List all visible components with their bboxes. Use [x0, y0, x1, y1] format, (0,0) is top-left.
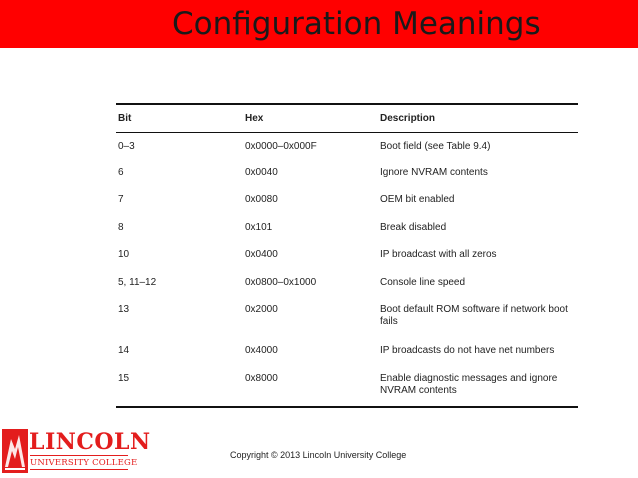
cell-hex: 0x0080 — [245, 194, 278, 205]
cell-bit: 14 — [118, 345, 130, 356]
table-row — [116, 187, 578, 215]
title-banner — [0, 0, 638, 48]
logo-divider — [30, 469, 128, 470]
cell-description: Boot field (see Table 9.4) — [380, 140, 491, 152]
header-description: Description — [378, 104, 578, 132]
cell-hex: 0x4000 — [245, 345, 278, 356]
table-row — [116, 270, 578, 298]
slide-title: Configuration Meanings — [172, 6, 541, 42]
table-header-row — [116, 104, 578, 132]
cell-bit: 13 — [118, 304, 130, 315]
cell-hex: 0x0000–0x000F — [245, 140, 317, 152]
cell-bit: 8 — [118, 221, 124, 233]
cell-hex: 0x0400 — [245, 249, 278, 260]
cell-bit: 10 — [118, 249, 130, 260]
cell-description: Boot default ROM software if network boot fails — [380, 304, 568, 327]
table-row — [116, 215, 578, 243]
table-row — [116, 297, 578, 338]
config-table-container — [116, 103, 578, 408]
copyright-text: Copyright © 2013 Lincoln University College — [230, 450, 407, 460]
logo-name: LINCOLN — [29, 429, 151, 455]
table-row — [116, 338, 578, 366]
cell-description: IP broadcasts do not have net numbers — [380, 345, 555, 356]
cell-hex: 0x0040 — [245, 166, 278, 178]
cell-description: Console line speed — [380, 276, 466, 288]
cell-bit: 5, 11–12 — [118, 276, 157, 288]
table-row — [116, 242, 578, 270]
header-bit: Bit — [116, 104, 243, 132]
cell-bit: 6 — [118, 166, 124, 178]
table-row — [116, 366, 578, 407]
cell-description: Enable diagnostic messages and ignore NVRAM contents — [378, 366, 578, 407]
table-row — [116, 132, 578, 160]
cell-hex: 0x0800–0x1000 — [245, 276, 317, 288]
cell-hex: 0x2000 — [245, 304, 278, 315]
logo-divider — [30, 455, 128, 456]
lincoln-emblem-icon — [2, 429, 28, 473]
config-table — [116, 103, 578, 408]
header-hex: Hex — [243, 104, 378, 132]
logo-subtitle: UNIVERSITY COLLEGE — [30, 458, 138, 468]
cell-bit: 15 — [116, 366, 243, 407]
cell-hex: 0x8000 — [243, 366, 378, 407]
cell-description: OEM bit enabled — [380, 194, 455, 205]
cell-bit: 7 — [118, 194, 124, 205]
table-row — [116, 160, 578, 188]
cell-description: IP broadcast with all zeros — [380, 249, 497, 260]
lincoln-logo — [2, 429, 151, 473]
cell-hex: 0x101 — [245, 221, 273, 233]
cell-description: Ignore NVRAM contents — [380, 166, 488, 178]
cell-description: Break disabled — [380, 221, 447, 233]
cell-bit: 0–3 — [118, 140, 135, 152]
